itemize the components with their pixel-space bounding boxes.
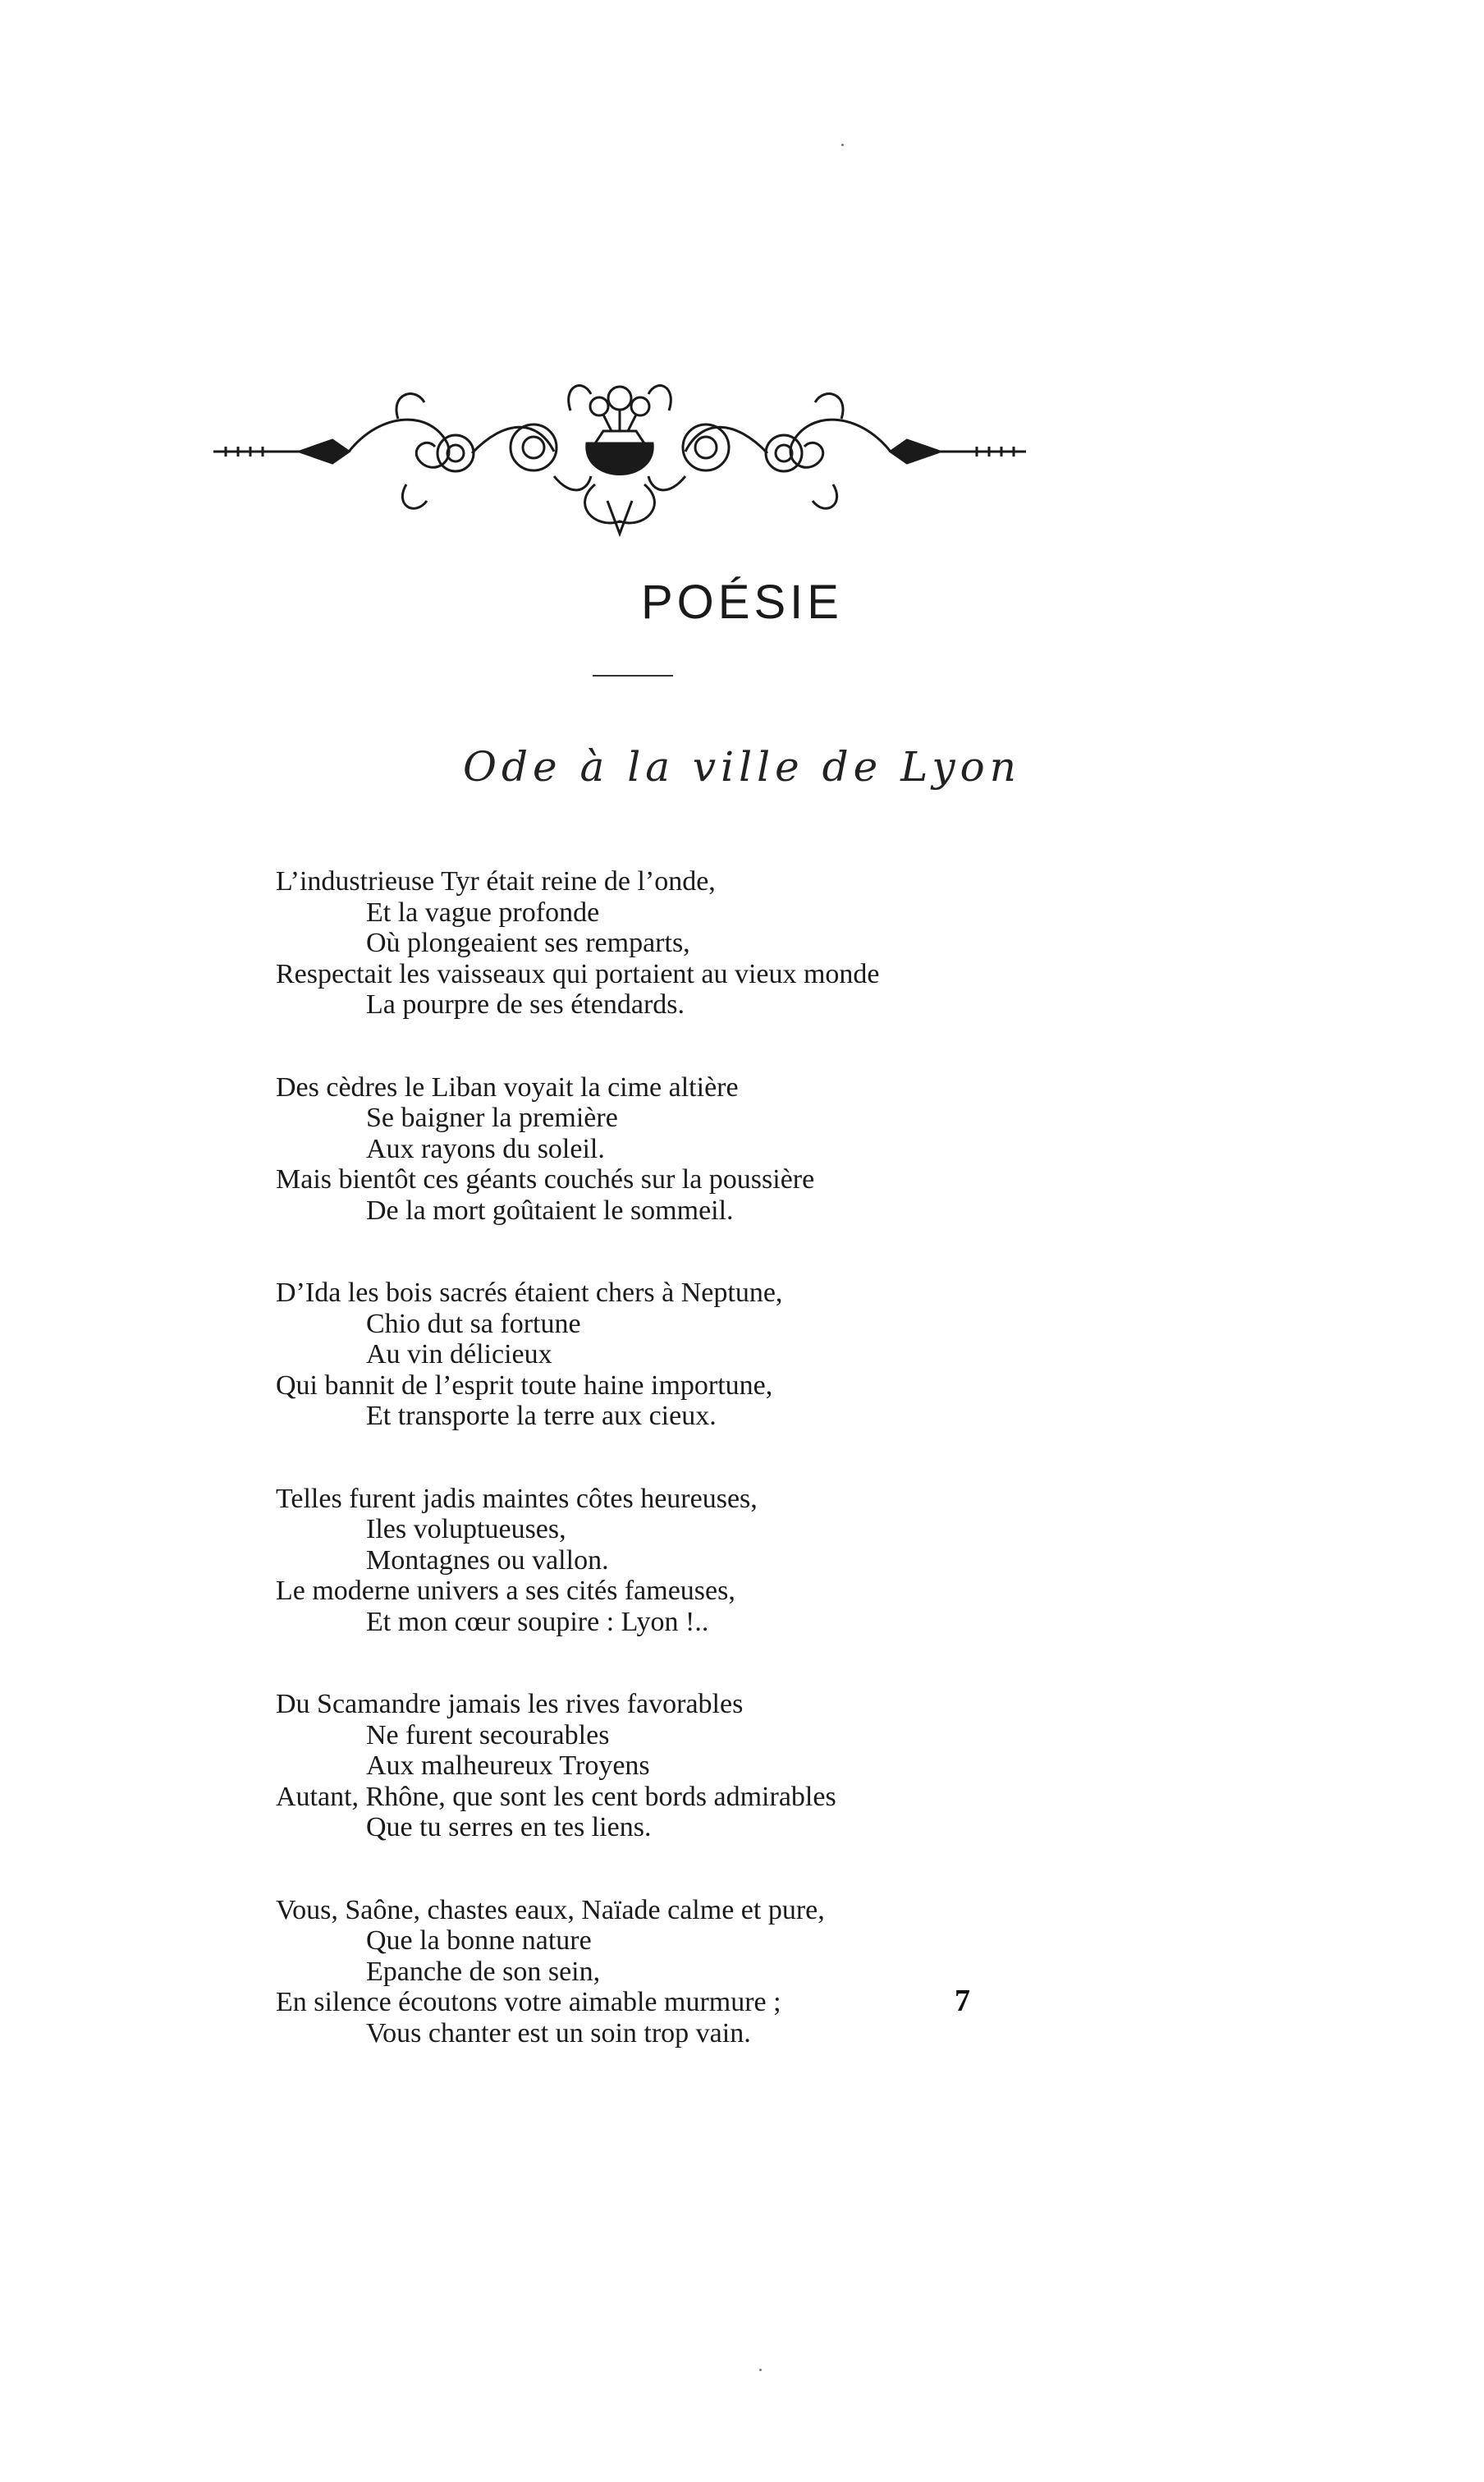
poem-line: Au vin délicieux [366, 1339, 552, 1369]
poem-stanza [276, 1689, 1097, 1843]
page-title: POÉSIE [641, 576, 843, 629]
poem-line: Vous, Saône, chastes eaux, Naïade calme et pure, [276, 1894, 825, 1925]
poem-line: Et mon cœur soupire : Lyon !.. [366, 1606, 709, 1637]
poem-line: Chio dut sa fortune [366, 1308, 581, 1339]
poem-line: Que tu serres en tes liens. [366, 1812, 652, 1842]
poem-stanza [276, 1895, 1097, 2049]
poem-line: Vous chanter est un soin trop vain. [366, 2017, 751, 2048]
poem-stanza [276, 1072, 1097, 1227]
poem-line: Aux rayons du soleil. [366, 1133, 605, 1164]
poem-line: Ne furent secourables [366, 1719, 610, 1750]
poem-line: Qui bannit de l’esprit toute haine importune, [276, 1369, 773, 1401]
paper-speck [841, 144, 844, 146]
poem-line: Mais bientôt ces géants couchés sur la poussière [276, 1164, 815, 1195]
paper-speck [759, 2369, 762, 2371]
poem-line: Où plongeaient ses remparts, [366, 928, 690, 958]
poem-line: Aux malheureux Troyens [366, 1750, 650, 1781]
poem-line: Epanche de son sein, [366, 1956, 601, 1987]
poem-line: Que la bonne nature [366, 1925, 592, 1956]
floral-scroll-ornament-icon [209, 361, 1030, 542]
poem-stanza [276, 1484, 1097, 1638]
poem-line: Le moderne univers a ses cités fameuses, [276, 1576, 735, 1606]
poem-body [276, 866, 1097, 2100]
poem-line: La pourpre de ses étendards. [366, 989, 685, 1020]
poem-line: Et la vague profonde [366, 897, 600, 928]
poem-stanza [276, 1278, 1097, 1432]
poem-line: Telles furent jadis maintes côtes heureuses, [276, 1483, 758, 1514]
poem-line: D’Ida les bois sacrés étaient chers à Neptune, [276, 1278, 783, 1308]
poem-line: L’industrieuse Tyr était reine de l’onde, [276, 866, 716, 897]
poem-title: Ode à la ville de Lyon [463, 743, 1021, 791]
poem-stanza [276, 866, 1097, 1021]
poem-line: Des cèdres le Liban voyait la cime altière [276, 1071, 739, 1103]
poem-line: Autant, Rhône, que sont les cent bords admirables [276, 1781, 836, 1812]
poem-line: Montagnes ou vallon. [366, 1544, 609, 1576]
poem-line: Iles voluptueuses, [366, 1514, 566, 1544]
poem-line: Respectait les vaisseaux qui portaient au vieux monde [276, 958, 880, 989]
poem-line: En silence écoutons votre aimable murmure ; [276, 1987, 781, 2017]
poem-line: Du Scamandre jamais les rives favorables [276, 1689, 744, 1719]
poem-line: Se baigner la première [366, 1103, 618, 1133]
title-divider [593, 675, 673, 677]
page-number: 7 [955, 1984, 970, 2018]
poem-line: Et transporte la terre aux cieux. [366, 1401, 717, 1431]
poem-line: De la mort goûtaient le sommeil. [366, 1195, 734, 1226]
